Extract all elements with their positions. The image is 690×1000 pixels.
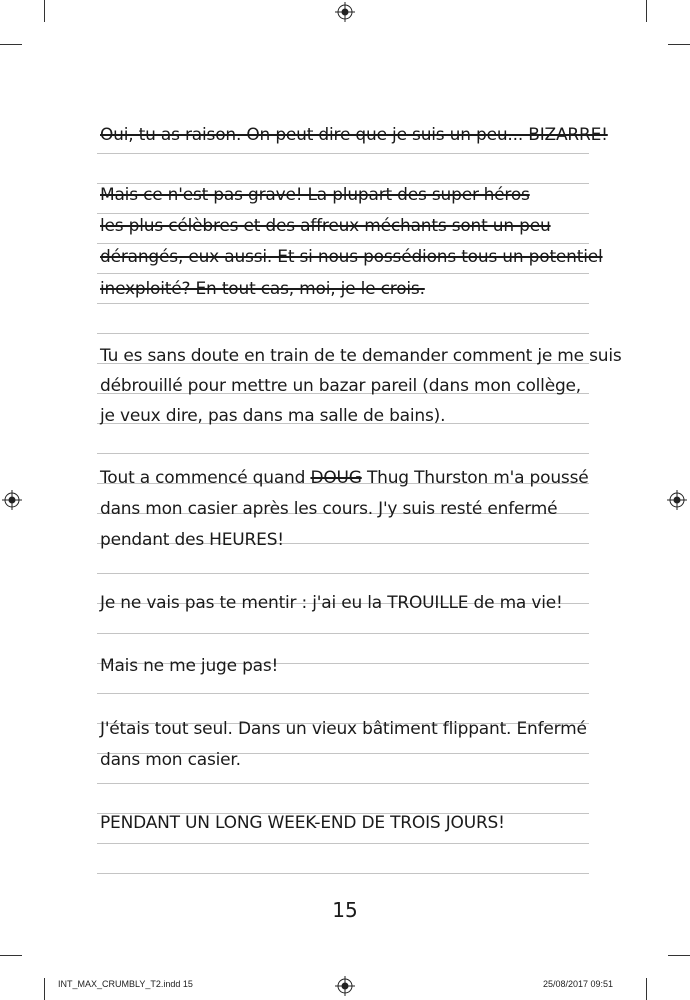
struck-text-line: Mais ce n'est pas grave! La plupart des super-héros [100,185,530,205]
crop-mark [44,0,45,22]
crop-mark [0,955,22,956]
rule-line [97,573,589,574]
crop-mark [0,44,22,45]
struck-text-line: les plus célèbres et des affreux méchants sont un peu [100,216,551,236]
registration-mark-icon [335,2,355,22]
crop-mark [44,978,45,1000]
text-line: J'étais tout seul. Dans un vieux bâtiment flippant. Enfermé [100,719,587,739]
text-line: Mais ne me juge pas! [100,656,279,676]
text-line: pendant des HEURES! [100,530,284,550]
text-line: je veux dire, pas dans ma salle de bains). [100,406,446,426]
registration-mark-icon [2,490,22,510]
page-number: 15 [332,898,358,922]
rule-line [97,843,589,844]
slug-filename: INT_MAX_CRUMBLY_T2.indd 15 [58,979,193,989]
rule-line [97,873,589,874]
rule-line [97,153,589,154]
crop-mark [646,0,647,22]
rule-line [97,693,589,694]
text-line: débrouillé pour mettre un bazar pareil (dans mon collège, [100,376,582,396]
crop-mark [668,44,690,45]
text-line: Je ne vais pas te mentir : j'ai eu la TROUILLE de ma vie! [100,593,563,613]
rule-line [97,273,589,274]
rule-line [97,453,589,454]
text-line: dans mon casier. [100,750,241,770]
slug-datetime: 25/08/2017 09:51 [543,979,614,989]
rule-line [97,243,589,244]
rule-line [97,633,589,634]
text-line: Tu es sans doute en train de te demander comment je me suis [100,346,622,366]
struck-text-line: inexploité? En tout cas, moi, je le crois. [100,279,425,299]
crop-mark [646,978,647,1000]
text-line: PENDANT UN LONG WEEK-END DE TROIS JOURS! [100,813,505,833]
struck-text-line: Oui, tu as raison. On peut dire que je suis un peu... BIZARRE! [100,125,608,145]
registration-mark-icon [667,490,687,510]
crop-mark [668,955,690,956]
struck-word: DOUG [310,468,362,488]
rule-line [97,303,589,304]
text-segment: Tout a commencé quand [100,468,311,488]
struck-text-line: dérangés, eux aussi. Et si nous possédions tous un potentiel [100,247,603,267]
text-segment: Thug Thurston m'a poussé [361,468,589,488]
registration-mark-icon [335,976,355,996]
rule-line [97,783,589,784]
rule-line [97,333,589,334]
text-line: dans mon casier après les cours. J'y suis resté enfermé [100,499,558,519]
text-line [100,467,588,489]
rule-line [97,213,589,214]
